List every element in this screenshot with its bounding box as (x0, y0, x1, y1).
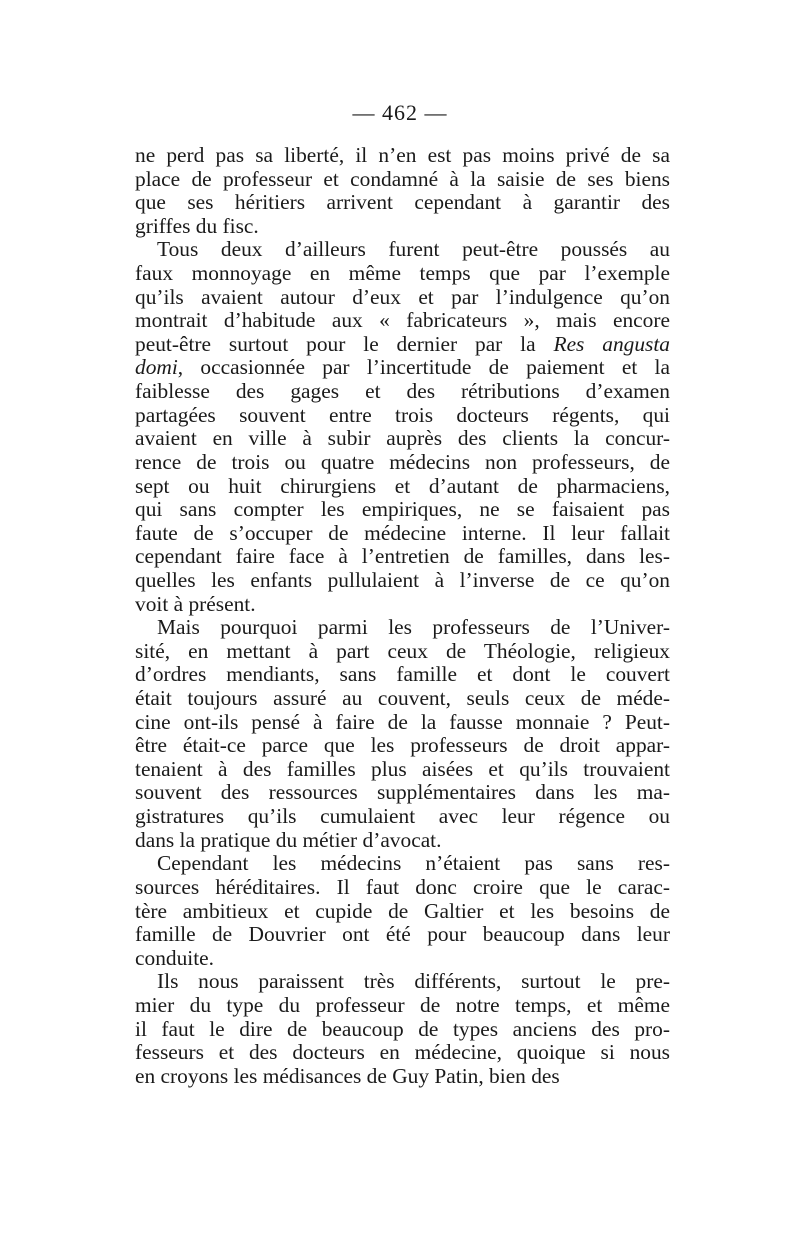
text-line: avaient en ville à subir auprès des clients la concur- (135, 426, 670, 451)
text-line: fesseurs et des docteurs en médecine, quoique si nous (135, 1040, 670, 1065)
text-line: quelles les enfants pullulaient à l’inverse de ce qu’on (135, 567, 670, 592)
text-line: peut-être surtout pour le dernier par la Res angusta (135, 331, 670, 356)
text-line: faute de s’occuper de médecine interne. Il leur fallait (135, 520, 670, 545)
text-line: famille de Douvrier ont été pour beaucoup dans leur (135, 922, 670, 947)
text-line: que ses héritiers arrivent cependant à garantir des (135, 190, 670, 215)
paragraph (135, 144, 670, 238)
paragraph (135, 970, 670, 1088)
page-number: — 462 — (352, 100, 448, 125)
text-line: Ils nous paraissent très différents, surtout le pre- (157, 969, 670, 994)
text-line: conduite. (135, 945, 215, 970)
paragraph (135, 852, 670, 970)
text-line: sité, en mettant à part ceux de Théologie, religieux (135, 638, 670, 663)
text-line: être était-ce parce que les professeurs de droit appar- (135, 733, 670, 758)
text-line: griffes du fisc. (135, 213, 259, 238)
text-line: mier du type du professeur de notre temps, et même (135, 992, 670, 1017)
text-line: Cependant les médecins n’étaient pas sans res- (157, 851, 670, 876)
text-line: gistratures qu’ils cumulaient avec leur régence ou (135, 804, 670, 829)
text-line: domi, occasionnée par l’incertitude de paiement et la (135, 355, 670, 380)
text-line: Mais pourquoi parmi les professeurs de l’Univer- (157, 615, 670, 640)
text-line: il faut le dire de beaucoup de types anciens des pro- (135, 1016, 670, 1041)
text-line: montrait d’habitude aux « fabricateurs », mais encore (135, 308, 670, 333)
text-line: partagées souvent entre trois docteurs régents, qui (135, 402, 670, 427)
paragraph (135, 238, 670, 616)
text-line: tenaient à des familles plus aisées et qu’ils trouvaient (135, 756, 670, 781)
text-line: ne perd pas sa liberté, il n’en est pas moins privé de sa (135, 143, 670, 167)
text-line: cine ont-ils pensé à faire de la fausse monnaie ? Peut- (135, 709, 670, 734)
text-line: cependant faire face à l’entretien de familles, dans les- (135, 544, 670, 569)
text-line: qui sans compter les empiriques, ne se faisaient pas (135, 497, 670, 522)
text-line: qu’ils avaient autour d’eux et par l’indulgence qu’on (135, 284, 670, 309)
text-line: rence de trois ou quatre médecins non professeurs, de (135, 449, 670, 474)
text-line: dans la pratique du métier d’avocat. (135, 827, 442, 852)
text-line: faiblesse des gages et des rétributions d’examen (135, 379, 670, 404)
text-line: était toujours assuré au couvent, seuls ceux de méde- (135, 686, 670, 711)
paragraph (135, 616, 670, 852)
text-line: sept ou huit chirurgiens et d’autant de pharmaciens, (135, 473, 670, 498)
text-line: sources héréditaires. Il faut donc croire que le carac- (135, 874, 670, 899)
text-line: d’ordres mendiants, sans famille et dont le couvert (135, 662, 670, 687)
text-line: souvent des ressources supplémentaires dans les ma- (135, 780, 670, 805)
text-line: place de professeur et condamné à la saisie de ses biens (135, 166, 670, 191)
text-line: Tous deux d’ailleurs furent peut-être poussés au (157, 237, 670, 262)
text-line: tère ambitieux et cupide de Galtier et les besoins de (135, 898, 670, 923)
text-line: en croyons les médisances de Guy Patin, bien des (135, 1063, 560, 1088)
text-line: faux monnoyage en même temps que par l’exemple (135, 261, 670, 286)
body-text (135, 144, 670, 1088)
text-line: voit à présent. (135, 591, 256, 616)
